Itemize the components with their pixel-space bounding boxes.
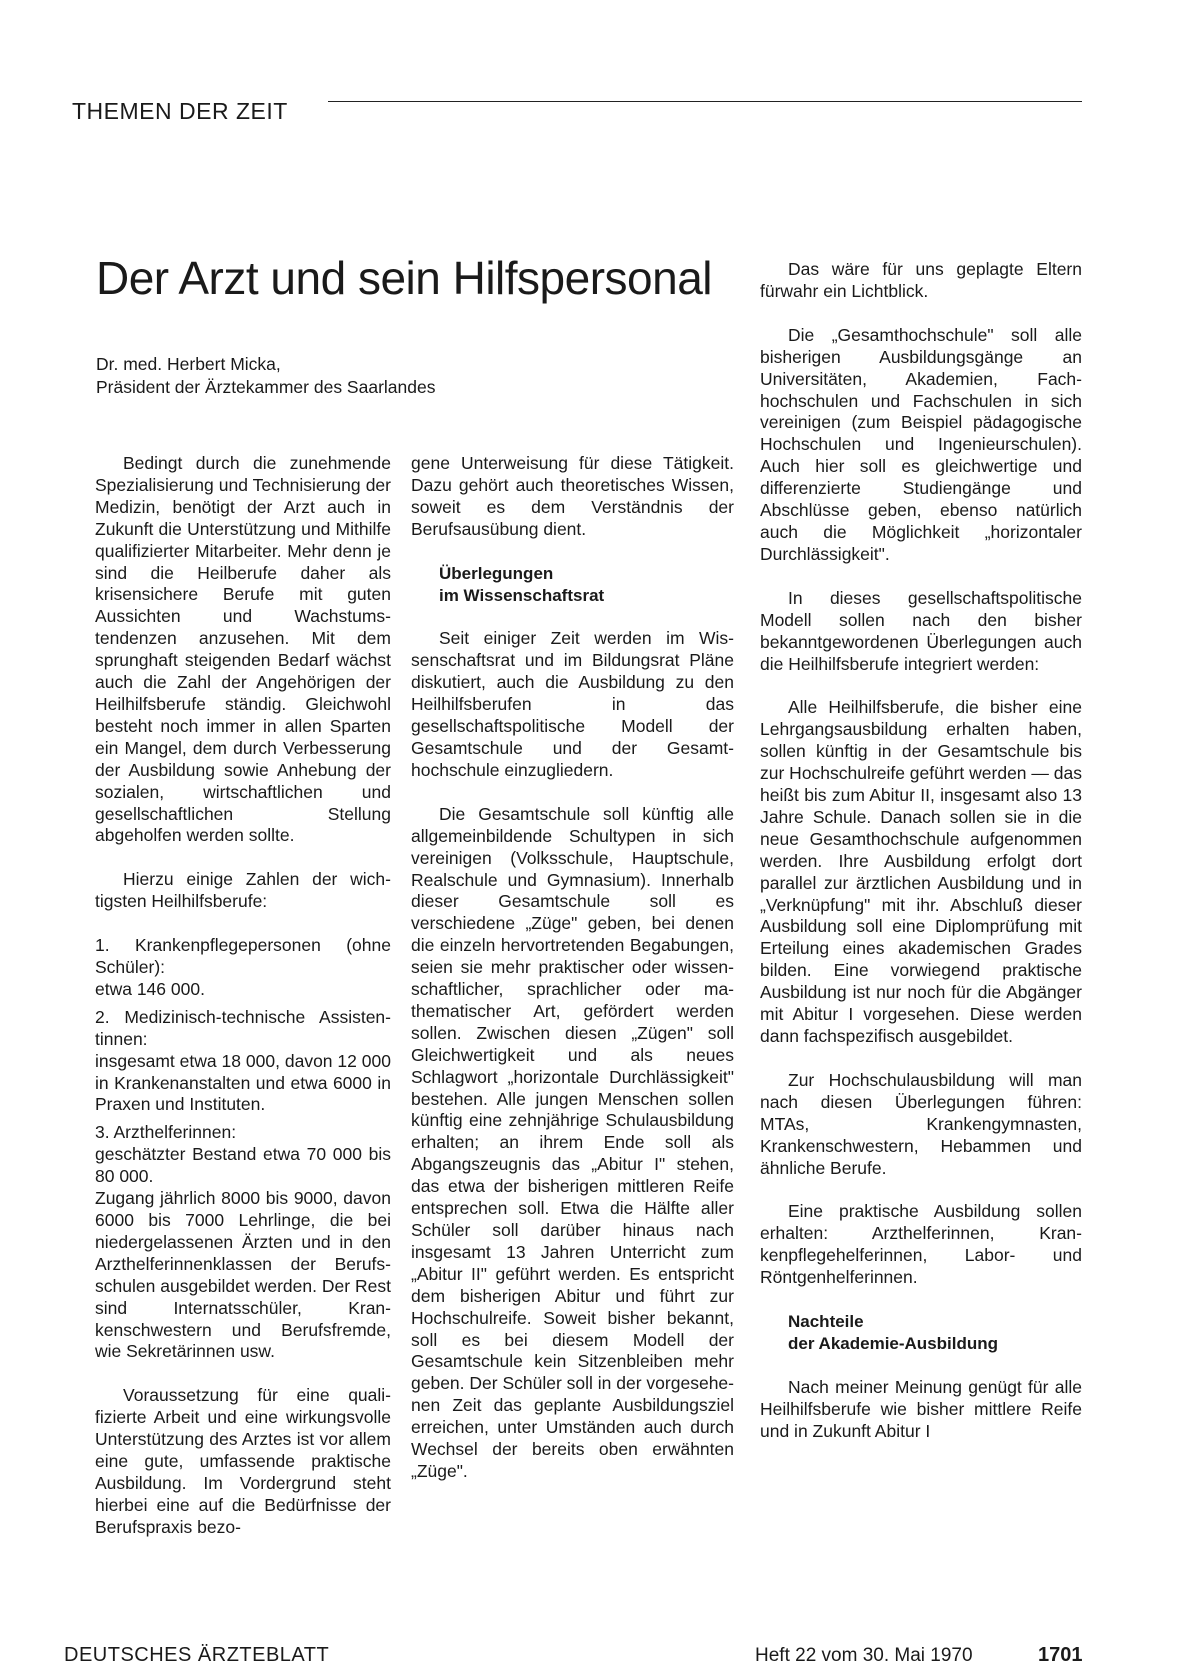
subheading: [788, 1311, 1082, 1355]
subheading-line: Nachteile: [788, 1312, 864, 1332]
column-3: [760, 259, 1082, 1465]
list-item-label: 3. Arzthelferinnen:: [95, 1122, 237, 1143]
author-affiliation: Präsident der Ärztekammer des Saarlandes: [96, 377, 436, 397]
section-label: THEMEN DER ZEIT: [72, 98, 288, 124]
list-item-value: insgesamt etwa 18 000, davon 12 000 in Krankenanstalten und etwa 6000 in Praxen und Instituten.: [95, 1050, 391, 1115]
header-rule: [328, 101, 1082, 102]
paragraph: Bedingt durch die zunehmende Spezialisierung und Technisierung der Medizin, benötigt der Arzt auch in Zukunft die Unterstützung und Mithilfe qualifizierter Mitarbeiter. Mehr denn je sind die Heilberufe daher als krisensichere Berufe mit guten Aussichten und Wachstumstendenzen anzusehen. Mit dem sprunghaft steigenden Bedarf wächst auch die Zahl der Angehörigen der Heilhilfsberufe ständig. Gleichwohl besteht noch immer in allen Sparten ein Mangel, dem durch Verbesserung der Ausbildung sowie Anhebung der sozialen, wirtschaftlichen und gesellschaftlichen Stellung abgeholfen werden sollte.: [95, 453, 391, 846]
list-item-value: etwa 146 000.: [95, 978, 205, 999]
paragraph: Voraussetzung für eine qualifizierte Arbeit und eine wirkungsvolle Unterstützung des Arztes ist vor allem eine gute, umfassende praktische Ausbildung. Im Vordergrund steht hierbei eine auf die Bedürfnisse der Berufspraxis bezo-: [95, 1385, 391, 1537]
column-2: [411, 453, 734, 1505]
list-item: [95, 1122, 391, 1363]
paragraph: Seit einiger Zeit werden im Wissenschaftsrat und im Bildungsrat Pläne diskutiert, auch die Ausbildung zu den Heilhilfsberufen in das gesellschaftspolitische Modell der Gesamtschule und der Gesamthochschule einzugliedern.: [411, 628, 734, 780]
paragraph: Eine praktische Ausbildung sollen erhalten: Arzthelferinnen, Krankenpflegehelferinnen, Labor- und Röntgenhelferinnen.: [760, 1201, 1082, 1288]
paragraph: Die Gesamtschule soll künftig alle allgemeinbildende Schultypen in sich vereinigen (Volksschule, Hauptschule, Realschule und Gymnasium). Innerhalb dieser Gesamtschule soll es verschiedene „Züge" geben, bei denen die einzeln hervortretenden Begabungen, seien sie mehr praktischer oder wissenschaftlicher, sprachlicher oder mathematischer Art, gefördert werden sollen. Zwischen diesen „Zügen" soll Gleichwertigkeit und als neues Schlagwort „horizontale Durchlässigkeit" bestehen. Alle jungen Menschen sollen künftig eine zehnjährige Schulausbildung erhalten; an ihrem Ende soll als Abgangszeugnis das „Abitur I" stehen, das etwa der bisherigen mittleren Reife entsprechen soll. Etwa die Hälfte aller Schüler soll darüber hinaus nach insgesamt 13 Jahren Unterricht zum „Abitur II" geführt werden. Es entspricht dem bisherigen Abitur und führt zur Hochschulreife. Soweit bisher bekannt, soll es bei diesem Modell der Gesamtschule kein Sitzenbleiben mehr geben. Der Schüler soll in der vorgesehenen Zeit das geplante Ausbildungsziel erreichen, unter Umständen auch durch Wechsel der bereits oben erwähnten „Züge".: [411, 803, 734, 1481]
subheading-line: im Wissenschaftsrat: [439, 585, 605, 605]
author-name: Dr. med. Herbert Micka,: [96, 354, 281, 374]
subheading: [439, 563, 734, 607]
paragraph: Das wäre für uns geplagte Eltern fürwahr ein Lichtblick.: [760, 259, 1082, 301]
issue-info: Heft 22 vom 30. Mai 1970: [755, 1645, 973, 1666]
list-item-value: geschätzter Bestand etwa 70 000 bis 80 000.: [95, 1144, 391, 1187]
journal-name: DEUTSCHES ÄRZTEBLATT: [64, 1644, 330, 1666]
paragraph: Zur Hochschulausbildung will man nach diesen Überlegungen führen: MTAs, Krankengymnasten, Krankenschwestern, Hebammen und ähnliche Berufe.: [760, 1069, 1082, 1178]
paragraph: Hierzu einige Zahlen der wichtigsten Heilhilfsberufe:: [95, 869, 391, 912]
paragraph: Nach meiner Meinung genügt für alle Heilhilfsberufe wie bisher mittlere Reife und in Zukunft Abitur I: [760, 1376, 1082, 1441]
list-item-detail: Zugang jährlich 8000 bis 9000, davon 6000 bis 7000 Lehrlinge, die bei niedergelassenen Ärzten und in den Arzthelferinnenklassen der Berufsschulen ausgebildet werden. Der Rest sind Internatsschüler, Krankenschwestern und Berufsfremde, wie Sekretärinnen usw.: [95, 1188, 391, 1362]
paragraph: In dieses gesellschaftspolitische Modell sollen nach den bisher bekanntgewordenen Überlegungen auch die Heilhilfsberufe integriert werden:: [760, 587, 1082, 674]
column-1: [95, 453, 391, 1561]
subheading-line: der Akademie-Ausbildung: [788, 1333, 999, 1353]
list-item-label: 1. Krankenpflegepersonen (ohne Schüler):: [95, 935, 391, 978]
list-item: [95, 1007, 391, 1117]
paragraph: Alle Heilhilfsberufe, die bisher eine Lehrgangsausbildung erhalten haben, sollen künftig in der Gesamtschule bis zur Hochschulreife geführt werden — das heißt bis zum Abitur II, insgesamt also 13 Jahre Schule. Danach sollen sie in die neue Gesamthochschule aufgenommen werden. Ihre Ausbildung erfolgt dort parallel zur ärztlichen Ausbildung und in „Verknüpfung" mit ihr. Abschluß dieser Ausbildung soll eine Diplomprüfung mit Erteilung eines akademischen Grades bilden. Eine vorwiegend praktische Ausbildung ist nur noch für die Abgänger mit Abitur I vorgesehen. Diese werden dann fachspezifisch ausgebildet.: [760, 697, 1082, 1046]
page-number: 1701: [1038, 1644, 1083, 1666]
article-title: Der Arzt und sein Hilfspersonal: [96, 252, 713, 304]
subheading-line: Überlegungen: [439, 563, 554, 583]
list-item-label: 2. Medizinisch-technische Assistentinnen:: [95, 1006, 391, 1049]
author-block: [96, 353, 435, 399]
paragraph: Die „Gesamthochschule" soll alle bisherigen Ausbildungsgänge an Universitäten, Akademien, Fachhochschulen und Fachschulen in sich vereinigen (zum Beispiel pädagogische Hochschulen und Ingenieurschulen). Auch hier soll es gleichwertige und differenzierte Studiengänge und Abschlüsse geben, ebenso natürlich auch die Möglichkeit „horizontaler Durchlässigkeit".: [760, 324, 1082, 564]
list-item: [95, 935, 391, 1001]
paragraph: gene Unterweisung für diese Tätigkeit. Dazu gehört auch theoretisches Wissen, soweit es dem Verständnis der Berufsausübung dient.: [411, 453, 734, 539]
